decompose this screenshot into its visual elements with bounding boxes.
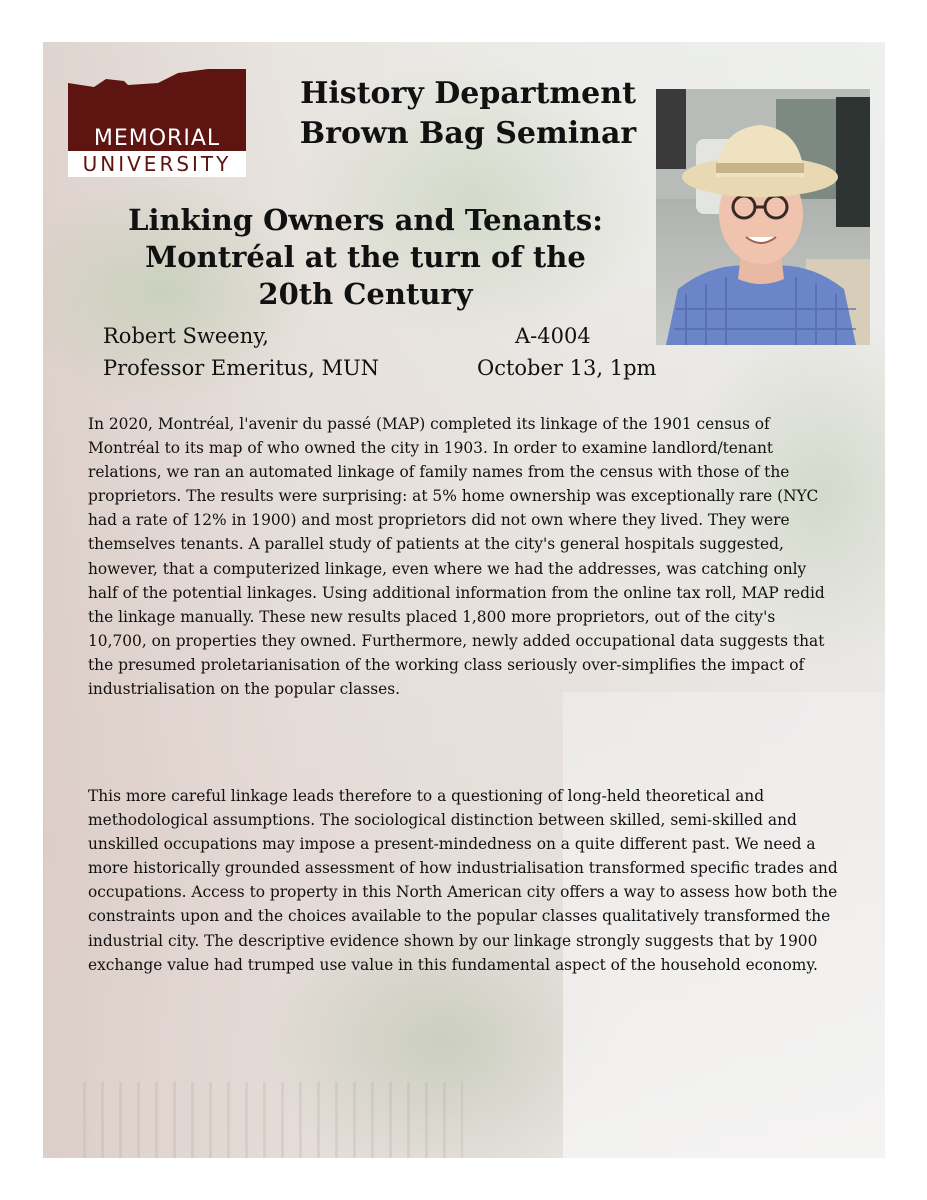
talk-title-line1: Linking Owners and Tenants: bbox=[128, 203, 603, 237]
abstract-paragraph-2: This more careful linkage leads therefore to a questioning of long-held theoretical and methodological assumptions. The sociological distinction between skilled, semi-skilled and unskilled occupations may impose a present-mindedness on a quite different past. We need a more historically grounded assessment of how industrialisation transformed specific trades and occupations. Access to property in this North American city offers a way to assess how both the constraints upon and the choices available to the popular classes qualitatively transformed the industrial city. The descriptive evidence shown by our linkage strongly suggests that by 1900 exchange value had trumped use value in this fundamental aspect of the household economy. bbox=[88, 787, 838, 974]
speaker-portrait-icon bbox=[656, 89, 870, 345]
event-datetime: October 13, 1pm bbox=[477, 356, 657, 380]
department-heading bbox=[258, 74, 678, 154]
talk-title-line2: Montréal at the turn of the bbox=[145, 240, 586, 274]
event-room: A-4004 bbox=[515, 324, 591, 348]
speaker-name: Robert Sweeny, bbox=[103, 324, 269, 348]
logo-wordmark-top: MEMORIAL bbox=[93, 126, 221, 151]
talk-title bbox=[113, 202, 618, 313]
department-heading-line1: History Department bbox=[300, 76, 636, 111]
department-heading-line2: Brown Bag Seminar bbox=[299, 116, 637, 151]
logo-wordmark-bottom: UNIVERSITY bbox=[68, 151, 246, 177]
speaker-position: Professor Emeritus, MUN bbox=[103, 356, 380, 380]
talk-title-line3: 20th Century bbox=[258, 277, 473, 311]
seminar-poster bbox=[43, 42, 885, 1158]
speaker-photo bbox=[656, 89, 870, 345]
memorial-university-logo bbox=[68, 69, 246, 179]
abstract-paragraph-1: In 2020, Montréal, l'avenir du passé (MAP) completed its linkage of the 1901 census of Montréal to its map of who owned the city in 1903. In order to examine landlord/tenant relations, we ran an automated linkage of family names from the census with those of the proprietors. The results were surprising: at 5% home ownership was exceptionally rare (NYC had a rate of 12% in 1900) and most proprietors did not own where they lived. They were themselves tenants. A parallel study of patients at the city's general hospitals suggested, however, that a computerized linkage, even where we had the addresses, was catching only half of the potential linkages. Using additional information from the online tax roll, MAP redid the linkage manually. These new results placed 1,800 more proprietors, out of the city's 10,700, on properties they owned. Furthermore, newly added occupational data suggests that the presumed proletarianisation of the working class seriously over-simplifies the impact of industrialisation on the popular classes. bbox=[88, 415, 825, 699]
